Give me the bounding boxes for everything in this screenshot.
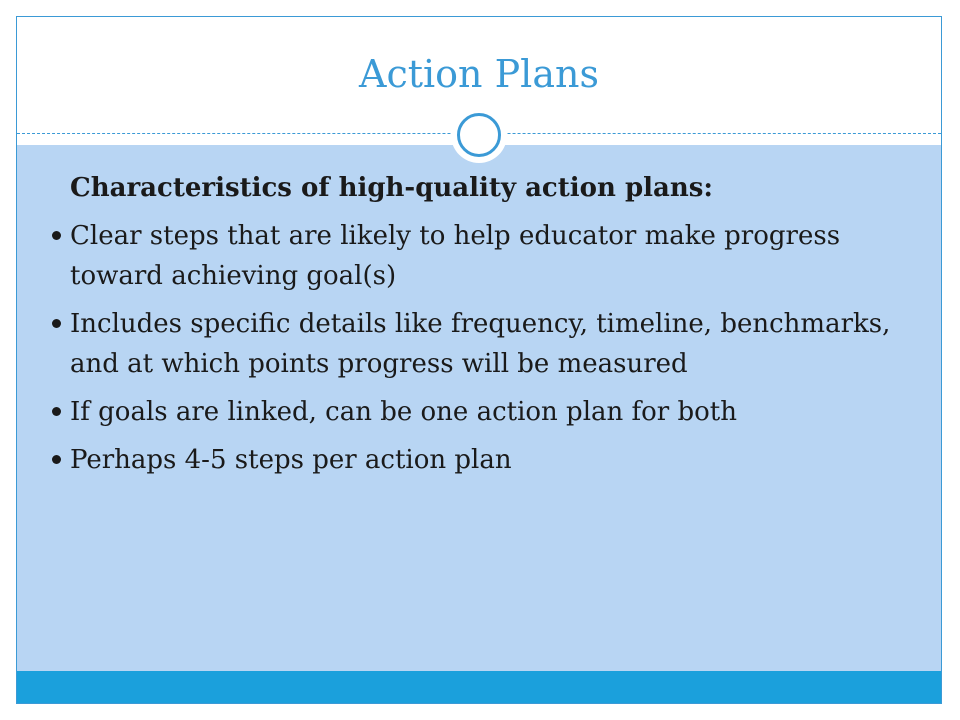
body-heading: Characteristics of high-quality action plans:	[70, 173, 713, 203]
slide-body	[70, 168, 910, 488]
bullet-dot-icon	[52, 407, 61, 416]
ring-icon	[457, 113, 501, 157]
bullet-text: Perhaps 4-5 steps per action plan	[70, 445, 512, 475]
circle-ornament-icon	[451, 107, 507, 163]
bullet-item	[46, 440, 910, 480]
slide-title: Action Plans	[359, 52, 599, 96]
footer-bar	[17, 671, 941, 703]
bullet-item	[46, 216, 910, 296]
bullet-dot-icon	[52, 231, 61, 240]
bullet-list	[70, 216, 910, 480]
bullet-text: If goals are linked, can be one action plan for both	[70, 397, 737, 427]
bullet-item	[46, 392, 910, 432]
bullet-dot-icon	[52, 319, 61, 328]
bullet-text: Includes specific details like frequency, timeline, benchmarks, and at which points progress will be measured	[70, 309, 891, 379]
bullet-text: Clear steps that are likely to help educator make progress toward achieving goal(s)	[70, 221, 841, 291]
bullet-item	[46, 304, 910, 384]
bullet-dot-icon	[52, 455, 61, 464]
